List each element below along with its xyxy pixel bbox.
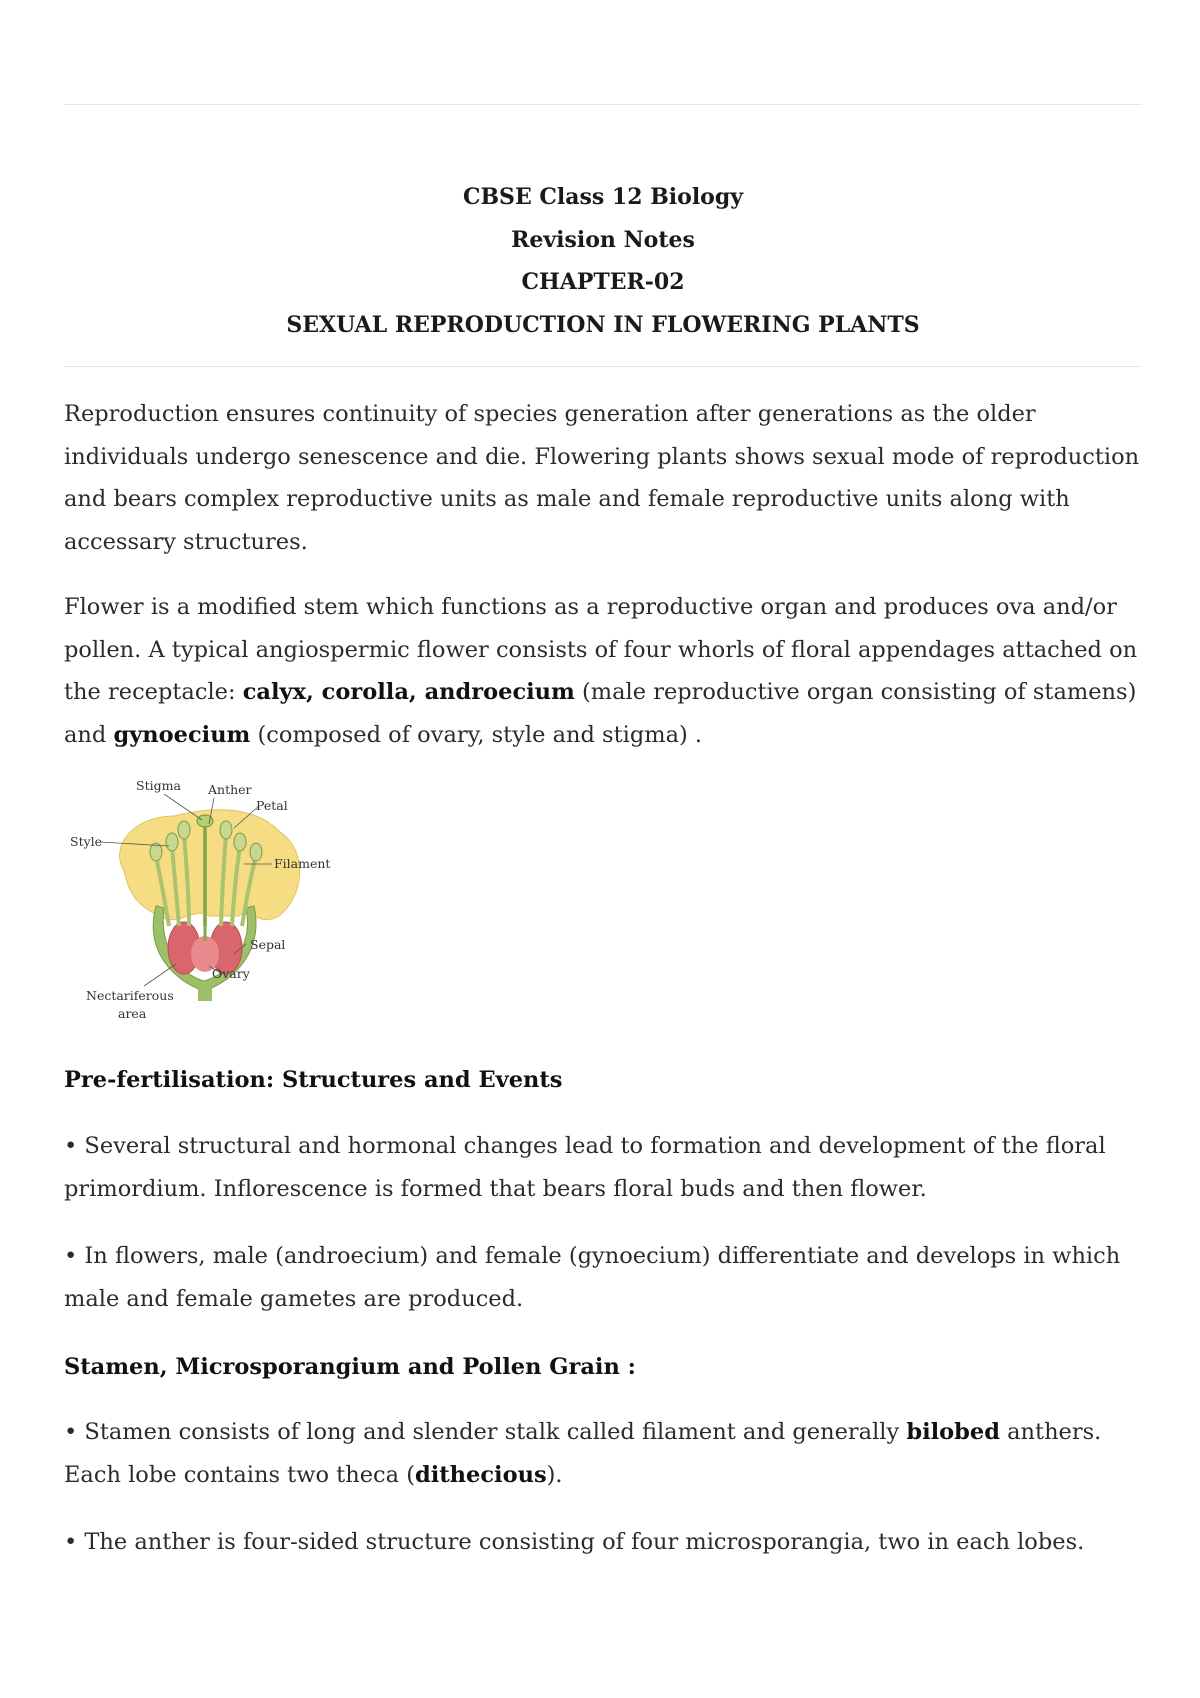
document-header — [64, 176, 1142, 346]
top-divider — [64, 104, 1142, 105]
section-heading-stamen: Stamen, Microsporangium and Pollen Grain : — [64, 1354, 636, 1380]
label-petal: Petal — [256, 798, 288, 813]
label-nectariferous: Nectariferous — [86, 988, 174, 1003]
label-stigma: Stigma — [136, 778, 181, 793]
text-run: anthers. Each lobe contains two theca ( — [64, 1419, 1102, 1488]
label-nectariferous-area: area — [118, 1006, 147, 1021]
text-run: ). — [546, 1461, 563, 1488]
notes-title: Revision Notes — [511, 226, 695, 253]
bullet-anther: • The anther is four-sided structure consisting of four microsporangia, two in each lobes. — [64, 1529, 1085, 1555]
bullet-gamete-differentiation: • In flowers, male (androecium) and female (gynoecium) differentiate and develops in which male and female gametes are produced. — [64, 1243, 1121, 1312]
bold-whorls: calyx, corolla, androecium — [242, 679, 575, 705]
text-run: • Stamen consists of long and slender stalk called filament and generally — [64, 1419, 907, 1445]
text-run: (male reproductive organ consisting of stamens) and — [64, 679, 1137, 748]
flower-illustration — [64, 776, 374, 1038]
text-run: (composed of ovary, style and stigma) . — [250, 721, 703, 748]
course-title: CBSE Class 12 Biology — [462, 184, 744, 210]
pedicel — [198, 981, 212, 1001]
bold-dithecious: dithecious — [414, 1461, 547, 1488]
intro-paragraph-2 — [64, 586, 1144, 756]
label-style: Style — [70, 834, 103, 849]
header-divider — [64, 366, 1142, 367]
chapter-title: SEXUAL REPRODUCTION IN FLOWERING PLANTS — [286, 311, 920, 338]
label-filament: Filament — [274, 856, 331, 871]
intro-paragraph-1: Reproduction ensures continuity of species generation after generations as the older individuals undergo senescence and die. Flowering plants shows sexual mode of reproduction and bears complex reproductive units as male and female reproductive units along with accessary structures. — [64, 401, 1140, 555]
bullet-floral-primordium: • Several structural and hormonal changes lead to formation and development of the floral primordium. Inflorescence is formed that bears floral buds and then flower. — [64, 1133, 1106, 1202]
label-ovary: Ovary — [212, 966, 250, 981]
label-anther: Anther — [208, 782, 252, 797]
flower-diagram — [64, 776, 374, 1038]
section-heading-prefertilisation: Pre-fertilisation: Structures and Events — [64, 1067, 563, 1093]
chapter-number: CHAPTER-02 — [521, 269, 685, 295]
bold-gynoecium: gynoecium — [113, 721, 251, 748]
text-run: Flower is a modified stem which functions as a reproductive organ and produces ova and/or pollen. A typical angiospermic flower consists of four whorls of floral appendages attached on the receptacle: — [64, 594, 1138, 705]
bold-bilobed: bilobed — [906, 1419, 1000, 1445]
label-sepal: Sepal — [250, 937, 286, 952]
bullet-stamen — [64, 1411, 1144, 1496]
